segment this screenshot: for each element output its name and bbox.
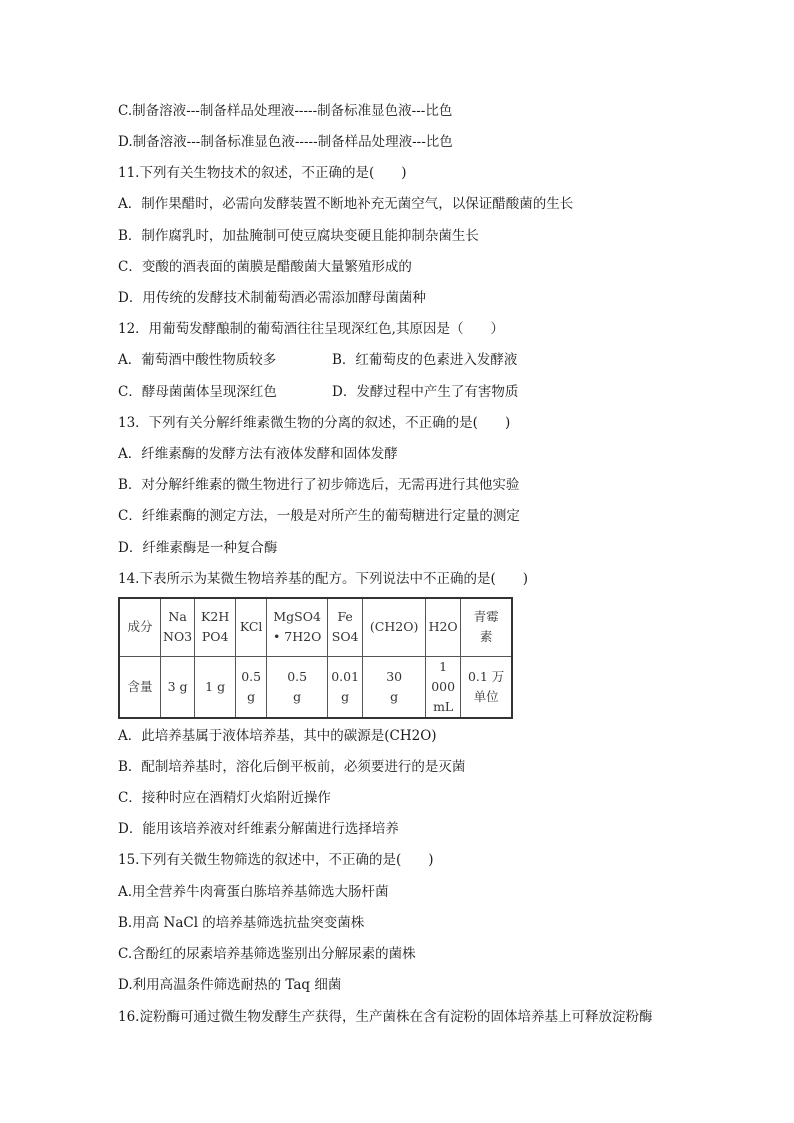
question-12-stem: 12．用葡萄发酵酿制的葡萄酒往往呈现深红色,其原因是（ ） [118, 321, 504, 337]
option-line: A．制作果醋时，必需向发酵装置不断地补充无菌空气，以保证醋酸菌的生长 [118, 196, 574, 212]
table-value-cell: 0.5 g [236, 656, 267, 718]
option-line: D．用传统的发酵技术制葡萄酒必需添加酵母菌菌种 [118, 290, 426, 306]
table-header-cell: KCl [236, 598, 267, 656]
option-line: A．葡萄酒中酸性物质较多 [118, 352, 277, 368]
culture-medium-table [118, 597, 513, 719]
table-header-cell: Na NO3 [161, 598, 195, 656]
option-line: C.制备溶液---制备样品处理液-----制备标准显色液---比色 [118, 103, 453, 119]
option-line: D．发酵过程中产生了有害物质 [332, 384, 519, 400]
table-header-cell: K2H PO4 [195, 598, 236, 656]
table-value-cell: 0.1 万 单位 [461, 656, 513, 718]
table-header-cell: Fe SO4 [328, 598, 363, 656]
table-value-cell: 0.01 g [328, 656, 363, 718]
option-line: A.用全营养牛肉膏蛋白胨培养基筛选大肠杆菌 [118, 884, 389, 900]
question-14-stem: 14.下表所示为某微生物培养基的配方。下列说法中不正确的是( ) [118, 571, 529, 587]
table-value-cell: 1 g [195, 656, 236, 718]
option-line: D．能用该培养液对纤维素分解菌进行选择培养 [118, 821, 399, 837]
table-value-cell: 0.5 g [267, 656, 328, 718]
option-line: B．制作腐乳时，加盐腌制可使豆腐块变硬且能抑制杂菌生长 [118, 228, 479, 244]
row-label: 含量 [119, 656, 161, 718]
option-line: D.制备溶液---制备标准显色液-----制备样品处理液---比色 [118, 134, 453, 150]
table-header-cell: H2O [426, 598, 461, 656]
option-line: C．酵母菌菌体呈现深红色 [118, 384, 277, 400]
option-line: C.含酚红的尿素培养基筛选鉴别出分解尿素的菌株 [118, 946, 416, 962]
table-header-cell: MgSO4 • 7H2O [267, 598, 328, 656]
table-value-cell: 3 g [161, 656, 195, 718]
option-line: B．红葡萄皮的色素进入发酵液 [332, 352, 518, 368]
option-line: B.用高 NaCl 的培养基筛选抗盐突变菌株 [118, 915, 365, 931]
table-header-cell: 青霉 素 [461, 598, 513, 656]
question-13-stem: 13．下列有关分解纤维素微生物的分离的叙述，不正确的是( ) [118, 415, 511, 431]
option-line: A．此培养基属于液体培养基，其中的碳源是(CH2O) [118, 728, 437, 744]
option-line: C．变酸的酒表面的菌膜是醋酸菌大量繁殖形成的 [118, 259, 412, 275]
option-line: C．纤维素酶的测定方法，一般是对所产生的葡萄糖进行定量的测定 [118, 508, 520, 524]
row-label: 成分 [119, 598, 161, 656]
option-line: C．接种时应在酒精灯火焰附近操作 [118, 790, 331, 806]
option-line: D.利用高温条件筛选耐热的 Taq 细菌 [118, 977, 342, 993]
table-value-cell: 30 g [363, 656, 426, 718]
table-value-cell: 1 000 mL [426, 656, 461, 718]
option-line: A．纤维素酶的发酵方法有液体发酵和固体发酵 [118, 446, 398, 462]
option-line: B．配制培养基时，溶化后倒平板前，必须要进行的是灭菌 [118, 759, 466, 775]
question-16-stem: 16.淀粉酶可通过微生物发酵生产获得，生产菌株在含有淀粉的固体培养基上可释放淀粉酶 [118, 1009, 653, 1025]
table-header-cell: (CH2O) [363, 598, 426, 656]
option-line: B．对分解纤维素的微生物进行了初步筛选后，无需再进行其他实验 [118, 477, 520, 493]
question-15-stem: 15.下列有关微生物筛选的叙述中，不正确的是( ) [118, 852, 434, 868]
option-line: D．纤维素酶是一种复合酶 [118, 540, 278, 556]
question-11-stem: 11.下列有关生物技术的叙述，不正确的是( ) [118, 165, 407, 181]
